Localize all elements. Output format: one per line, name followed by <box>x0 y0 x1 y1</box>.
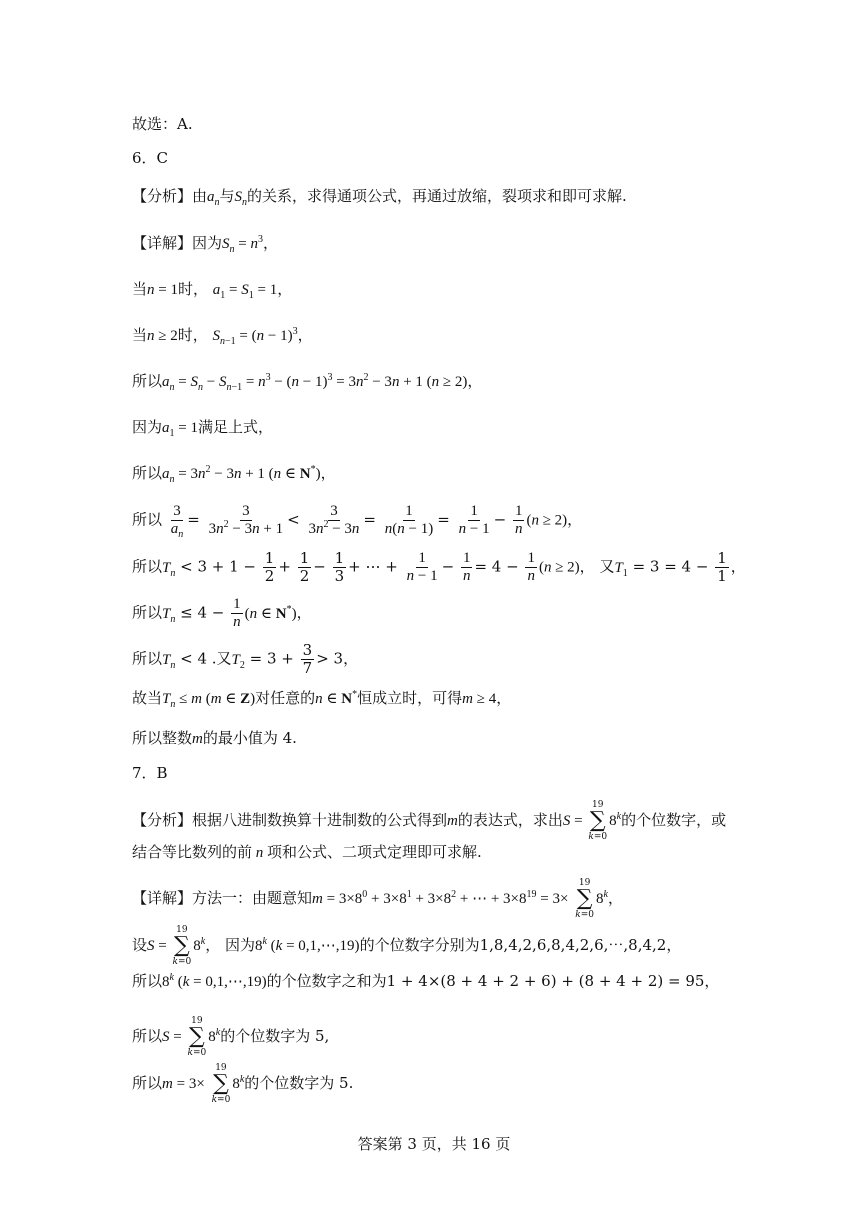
page-footer: 答案第 3 页，共 16 页 <box>357 1135 511 1153</box>
math-line: 所以m = 3× 19 ∑ k=0 8$^k$的个位数字为 5. <box>132 1063 354 1105</box>
math-line: 当n = 1时， $a_1 = S_1 = 1$， <box>132 280 293 301</box>
math-line: 所以$T_n \le 4$ − $\frac{1}{n}$ (n ∈ N*)， <box>132 596 312 630</box>
math-line: 所以8$^k$ (k = 0,1,⋯,19)的个位数字之和为1 + 4×(8 + 4 + 2 + 6) + (8 + 4 + 2) = 95， <box>132 972 720 990</box>
math-line: 所以$T_n < 4$ .又$T_2 = 3$ + $\frac{3}{7}$ > 3， <box>132 641 359 677</box>
detail-label: 【详解】 <box>132 234 193 252</box>
detail-label: 【详解】 <box>132 889 193 907</box>
math-line: 当n ≥ 2时， $S_{n-1} = (n - 1)^3$， <box>132 326 313 347</box>
math-line: 所以$a_n = 3n^2 - 3n + 1$ (n ∈ N*)， <box>132 464 336 485</box>
math-line: 故当$T_n \le m$ (m ∈ Z)对任意的n ∈ N*恒成立时，可得m ≥ 4， <box>132 689 512 710</box>
math-line: 因为$a_1 = 1$满足上式， <box>132 418 273 439</box>
math-line: 所以$T_n < 3 + 1$ − $\frac{1}{2}$ + $\frac{1}{2}$ − $\frac{1}{3}$ + ⋯ + $\frac{1}{n - 1}$ − $\frac{1}{n}$ = 4 − $\frac{1}{n}$ (n ≥ 2)， 又$T_1 = 3 = 4$ − $\frac{1}{1}$ ， <box>132 549 746 585</box>
text-line: 故选：A. <box>132 115 193 133</box>
analysis-label: 【分析】 <box>132 187 193 205</box>
analysis-line: 【分析】由$a_n$与$S_n$的关系，求得通项公式，再通过放缩，裂项求和即可求解. <box>132 187 627 208</box>
question-number-7: 7．B <box>132 764 168 782</box>
text-line: 结合等比数列的前 n 项和公式、二项式定理即可求解. <box>132 843 482 861</box>
math-line: 所以$a_n = S_n - S_{n-1} = n^3 - (n - 1)^3 = 3n^2 - 3n + 1$ (n ≥ 2)， <box>132 372 483 393</box>
math-line: 设S = 19 ∑ k=0 8$^k$， 因为8$^k$ (k = 0,1,⋯,19)的个位数字分别为1,8,4,2,6,8,4,2,6,⋯,8,4,2， <box>132 925 682 967</box>
detail-line: 【详解】因为$S_n = n^3$， <box>132 234 279 255</box>
question-number-6: 6．C <box>132 149 169 167</box>
text-line: 所以整数m的最小值为 4. <box>132 729 297 747</box>
math-line: 所以 $\frac{3}{a_n}$ = $\frac{3}{3n^2 - 3n + 1}$ < $\frac{3}{3n^2 - 3n}$ = $\frac{1}{n(n - 1)}$ = $\frac{1}{n - 1}$ − $\frac{1}{n}$ (n ≥ 2)， <box>132 503 583 540</box>
detail-line: 【详解】方法一：由题意知$m = 3\times 8^0 + 3\times 8^1 + 3\times 8^2$ + ⋯ + $3\times 8^{19} = 3\times$ 19 ∑ k=0 8$^k$， <box>132 878 623 920</box>
analysis-line: 【分析】根据八进制数换算十进制数的公式得到m的表达式，求出S = 19 ∑ k=0 8$^k$的个位数字，或 <box>132 800 727 842</box>
analysis-label: 【分析】 <box>132 811 193 829</box>
math-line: 所以S = 19 ∑ k=0 8$^k$的个位数字为 5, <box>132 1016 330 1058</box>
